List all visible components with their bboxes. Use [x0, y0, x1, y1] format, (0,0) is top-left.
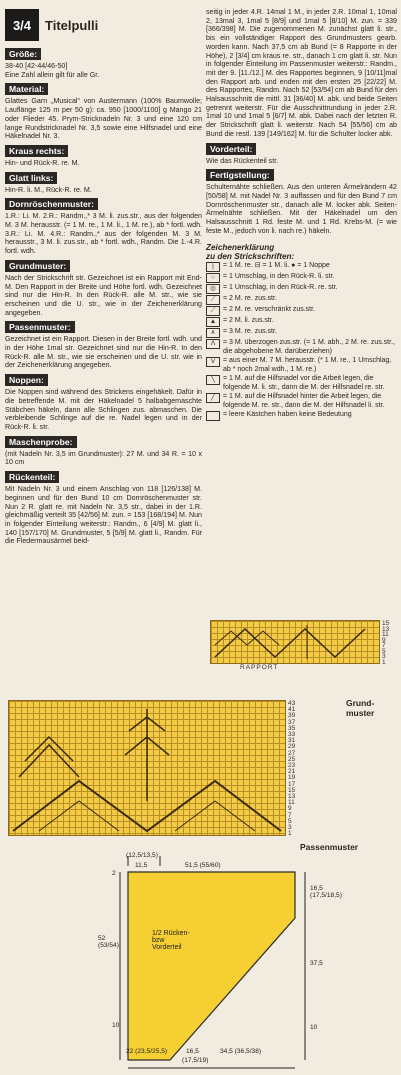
row-number: 3	[288, 824, 292, 831]
section-passe	[5, 317, 202, 370]
section-kraus	[5, 141, 202, 168]
left-column	[5, 8, 202, 546]
legend-text: = 1 M. auf die Hilfsnadel vor die Arbeit legen, die folgende M. li. str., dann die M. der Hilfsnadel re. str.	[223, 375, 385, 391]
row-number: 5	[288, 817, 292, 825]
section-text: Nach der Strickschrift str. Gezeichnet ist ein Rapport mit End-M. Den Rapport in der Breite und Höhe fortl. wdh. Gezeichnet sind nur die Hin-R. In den Rück-R. alle M. str., wie sie erscheinen und die U. str., wie in der Zeichenerklärung angegeben.	[5, 273, 202, 317]
row-number: 17	[288, 780, 296, 788]
grundmuster-row-numbers	[382, 620, 396, 664]
legend-text: = 1 M. auf die Hilfsnadel hinter die Arbeit legen, die folgende M. re. str., dann die M. der Hilfsnadel li. str.	[223, 393, 385, 409]
section-text: 38-40 [42-44/46-50] Eine Zahl allein gilt für alle Gr.	[5, 62, 100, 79]
section-noppen	[5, 370, 202, 432]
dim-top-1: (12,5/13,5)	[126, 852, 158, 859]
dim-top-2: 11,5	[135, 862, 148, 869]
legend-symbol: Λ	[206, 339, 220, 349]
row-number: 5	[382, 647, 386, 655]
rapport-label: RAPPORT	[240, 664, 279, 671]
legend-symbol: ◎	[206, 284, 220, 294]
difficulty-badge: 3/4	[5, 9, 39, 41]
section-fertig	[206, 165, 397, 235]
legend-symbol: V	[206, 357, 220, 367]
section-heading: Rückenteil:	[5, 471, 59, 483]
row-number: 1	[288, 830, 292, 838]
legend-symbol: ○	[206, 273, 220, 283]
section-material	[5, 79, 202, 141]
row-number: 43	[288, 700, 296, 707]
grundmuster-label: Grund- muster	[346, 698, 375, 718]
row-number: 25	[288, 755, 296, 763]
row-number: 19	[288, 774, 296, 782]
legend-item	[206, 306, 397, 316]
dim-bottom-2: 16,5	[186, 1048, 199, 1055]
row-number: 9	[288, 805, 292, 813]
legend-item	[206, 375, 397, 392]
legend-item	[206, 295, 397, 305]
legend-symbol: ∧	[206, 328, 220, 338]
section-ruecken	[5, 467, 202, 546]
section-text: (mit Nadeln Nr. 3,5 im Grundmuster): 27 M. und 34 R. = 10 x 10 cm	[5, 449, 202, 467]
dim-left-10: 10	[112, 1022, 120, 1029]
legend-symbol: ⟋	[206, 306, 220, 316]
row-number: 41	[288, 706, 296, 714]
section-text: 1.R.: Li. M. 2.R.: Randm.,* 3 M. li. zus.str., aus der folgenden M. 3 M. herausstr. (= 1 M. re., 1 M. li., 1 M. re.), ab * fortl. wdh. 3.R.: Li. M. 4.R.: Randm.,* aus der folgenden M. 3 M. herausstr., 3 M. li. zus.str., ab * fortl. wdh., Randm. Die 1.-4.R. fortl. wdh.	[5, 212, 202, 256]
passenmuster-row-numbers	[288, 700, 302, 836]
dim-right-10: 10	[310, 1024, 318, 1031]
legend-symbol: ⟋	[206, 295, 220, 305]
grundmuster-chart	[210, 620, 380, 664]
legend-symbol: ╱	[206, 393, 220, 403]
row-number: 11	[382, 631, 389, 638]
legend-item	[206, 317, 397, 327]
section-groesse	[5, 44, 202, 79]
row-number: 39	[288, 712, 296, 720]
page-title: Titelpulli	[45, 17, 99, 33]
legend-text: = 1 Umschlag, in den Rück-R. re. str.	[223, 284, 338, 292]
legend-item	[206, 262, 397, 272]
legend-symbol: ╲	[206, 375, 220, 385]
row-number: 13	[382, 625, 390, 633]
legend-text: = 1 Umschlag, in den Rück-R. li. str.	[223, 273, 335, 281]
legend-item	[206, 273, 397, 283]
dim-left-52: 52 (53/54)	[98, 935, 119, 949]
row-number: 7	[288, 811, 292, 819]
section-text: Hin- und Rück-R. re. M.	[5, 158, 80, 167]
row-number: 21	[288, 768, 296, 776]
dim-bottom-3: (17,5/19)	[182, 1057, 209, 1064]
legend-item	[206, 328, 397, 338]
legend-item	[206, 411, 397, 421]
section-text: Hin-R. li. M., Rück-R. re. M.	[5, 185, 92, 194]
row-number: 1	[382, 658, 386, 666]
row-number: 37	[288, 718, 296, 726]
passenmuster-label: Passenmuster	[300, 842, 359, 852]
legend-text: = aus einer M. 7 M. herausstr. (* 1 M. re., 1 Umschlag, ab * noch 2mal wdh., 1 M. re.)	[223, 357, 392, 373]
section-grund	[5, 256, 202, 318]
section-heading: Dornröschenmuster:	[5, 198, 98, 210]
row-number: 9	[382, 636, 386, 644]
dim-right-37: 37,5	[310, 960, 323, 967]
section-glatt	[5, 168, 202, 195]
section-heading: Material:	[5, 83, 48, 95]
section-text: Schulternähte schließen. Aus den unteren Ärmelrändern 42 [50/58] M. mit Nadel Nr. 3 auffassen und für den Bund 7 cm Dornröschenmuster str., danach alle M. locker abk. Seiten- Ärmelnähte schließen. Mit der Häkelnadel um den Halsausschnitt 1 Rd. feste M. und 1 Rd. Krebs-M. (= wie feste M., jedoch von li. nach re.) häkeln.	[206, 183, 397, 235]
section-heading: Passenmuster:	[5, 321, 75, 333]
row-number: 33	[288, 731, 296, 738]
section-text: seitig in jeder 4.R. 14mal 1 M., in jeder 2.R. 10mal 1, 10mal 2, 13mal 3, 1mal 5 [8/9] und 1mal 5 [8/10] M. zun. = 339 [366/398] M. Die zugenommenen M. zunächst glatt li. str., bis ein vollständiger Rapport des Grundmusters gearb. worden kann. Nach 37,5 cm ab Bund (= 8 Rapporte in der Höhe), 2 [3/4] cm kraus re. str., danach 1 cm glatt li. str. Nun in folgender Einteilung im Passenmuster weiterstr.: Randm., mit der 9. [11./12.] M. des Rapportes beginnen, 9 [10/11]mal den Rapport arb. und enden mit den ersten 25 [22/22] M. des Rapportes, Randm. Nach 52 [53/54] cm ab Bund für den Halsausschnitt die mittl. 31 [36/40] M. abk. und beide Seiten getrennt weiterstr. Für die Ausschnittrundung in jeder 2.R. 1mal 10 und 1mal 5 [6/7] M. abk. Dabei nach der letzten R. der Strickschrift glatt li. weiterstr. Nach 54 [55/56] cm ab Bund die restl. 139 [149/162] M. für die Schulter locker abk.	[206, 8, 397, 138]
dim-top-3: 51,5 (55/60)	[185, 862, 221, 869]
legend-text: = leere Kästchen haben keine Bedeutung	[223, 411, 352, 419]
legend-item	[206, 339, 397, 356]
section-heading: Grundmuster:	[5, 260, 70, 272]
row-number: 29	[288, 743, 296, 751]
section-heading: Fertigstellung:	[206, 169, 274, 181]
passenmuster-chart	[8, 700, 286, 836]
legend-text: = 2 M. li. zus.str.	[223, 317, 274, 325]
dim-bottom-4: 34,5 (36,5/38)	[220, 1048, 262, 1055]
dim-two: 2	[112, 870, 116, 877]
section-heading: Größe:	[5, 48, 41, 60]
section-text: Die Noppen sind während des Strickens eingehäkelt. Dafür in die betreffende M. mit der Häkelnadel 5 halbabgemaschte Stäbchen häkeln, dann alle Schlingen zus. abmaschen. Die verbleibende Schlinge auf die re. Nadel legen und in der Rück-R. li. str.	[5, 388, 202, 431]
legend-item	[206, 393, 397, 410]
section-heading: Noppen:	[5, 374, 48, 386]
legend-text: = 3 M. überzogen zus.str. (= 1 M. abh., 2 M. re. zus.str., die abgehobene M. darüberziehen)	[223, 339, 395, 355]
section-heading: Vorderteil:	[206, 143, 256, 155]
legend-list	[206, 262, 397, 421]
section-text: Gezeichnet ist ein Rapport. Diesen in der Breite fortl. wdh. und in der Höhe 1mal str. Gezeichnet sind nur die Hin-R. In den Rück-R. alle M. str., wie sie erscheinen und die U. str. wie in der Zeichenerklärung angegeben.	[5, 335, 202, 370]
legend-symbol	[206, 411, 220, 421]
row-number: 23	[288, 762, 296, 769]
legend-symbol: ▲	[206, 317, 220, 327]
section-probe	[5, 432, 202, 467]
section-text: Glattes Garn „Musical“ von Austermann (100% Baumwolle; Lauflänge 125 m per 50 g): ca. 950 [1000/1100] g Mango 21 oder Flieder 45. Prym-Stricknadeln Nr. 3 und eine 120 cm lange Rundstricknadel Nr. 3,5 sowie eine Hilfsnadel und eine Häkelnadel Nr. 3.	[5, 97, 202, 141]
row-number: 3	[382, 653, 386, 660]
section-vorder	[206, 139, 397, 166]
row-number: 15	[288, 786, 296, 794]
section-text: Mit Nadeln Nr. 3 und einem Anschlag von 118 [126/138] M. beginnen und für den Bund 10 cm Dornröschenmuster str. Nun 2 R. glatt re. mit Nadeln Nr. 3,5 str., dabei in der 1.R. gleichmäßig verteilt 35 [42/56] M. zun. = 153 [168/194] M. Nun in folgender Einteilung weiterstr.: Randm., 6 [4/9] M. glatt li., 140 [157/170] M. Grundmuster, 5 [5/9] M. glatt li., Randm. Für die Fledermausärmel beid-	[5, 485, 202, 546]
row-number: 35	[288, 724, 296, 732]
row-number: 27	[288, 749, 296, 757]
legend-item	[206, 357, 397, 374]
section-heading: Kraus rechts:	[5, 145, 68, 157]
row-number: 13	[288, 793, 296, 800]
legend-item	[206, 284, 397, 294]
row-number: 15	[382, 620, 390, 627]
section-heading: Maschenprobe:	[5, 436, 77, 448]
dim-bottom-1: 22 (23,5/25,5)	[126, 1048, 168, 1055]
schematic-label: 1/2 Rücken- bzw Vorderteil	[152, 930, 190, 951]
right-column	[206, 8, 397, 422]
legend-text: = 1 M. re. ⊟ = 1 M. li. ● = 1 Noppe	[223, 262, 330, 270]
legend-text: = 2 M. re. zus.str.	[223, 295, 277, 303]
legend-title: Zeichenerklärung zu den Strickschriften:	[206, 243, 295, 262]
pattern-header	[5, 8, 202, 42]
row-number: 7	[382, 642, 386, 649]
row-number: 31	[288, 737, 296, 745]
section-text: Wie das Rückenteil str.	[206, 156, 279, 165]
legend-symbol: |	[206, 262, 220, 272]
legend-text: = 2 M. re. verschränkt zus.str.	[223, 306, 316, 314]
dim-right-16: 16,5 (17,5/18,5)	[310, 885, 342, 899]
passenmuster-motif	[9, 701, 285, 835]
schematic-diagram	[0, 850, 401, 1075]
section-dorn	[5, 194, 202, 256]
row-number: 11	[288, 799, 295, 807]
grundmuster-motif	[211, 621, 379, 663]
section-heading: Glatt links:	[5, 172, 57, 184]
legend-text: = 3 M. re. zus.str.	[223, 328, 277, 336]
